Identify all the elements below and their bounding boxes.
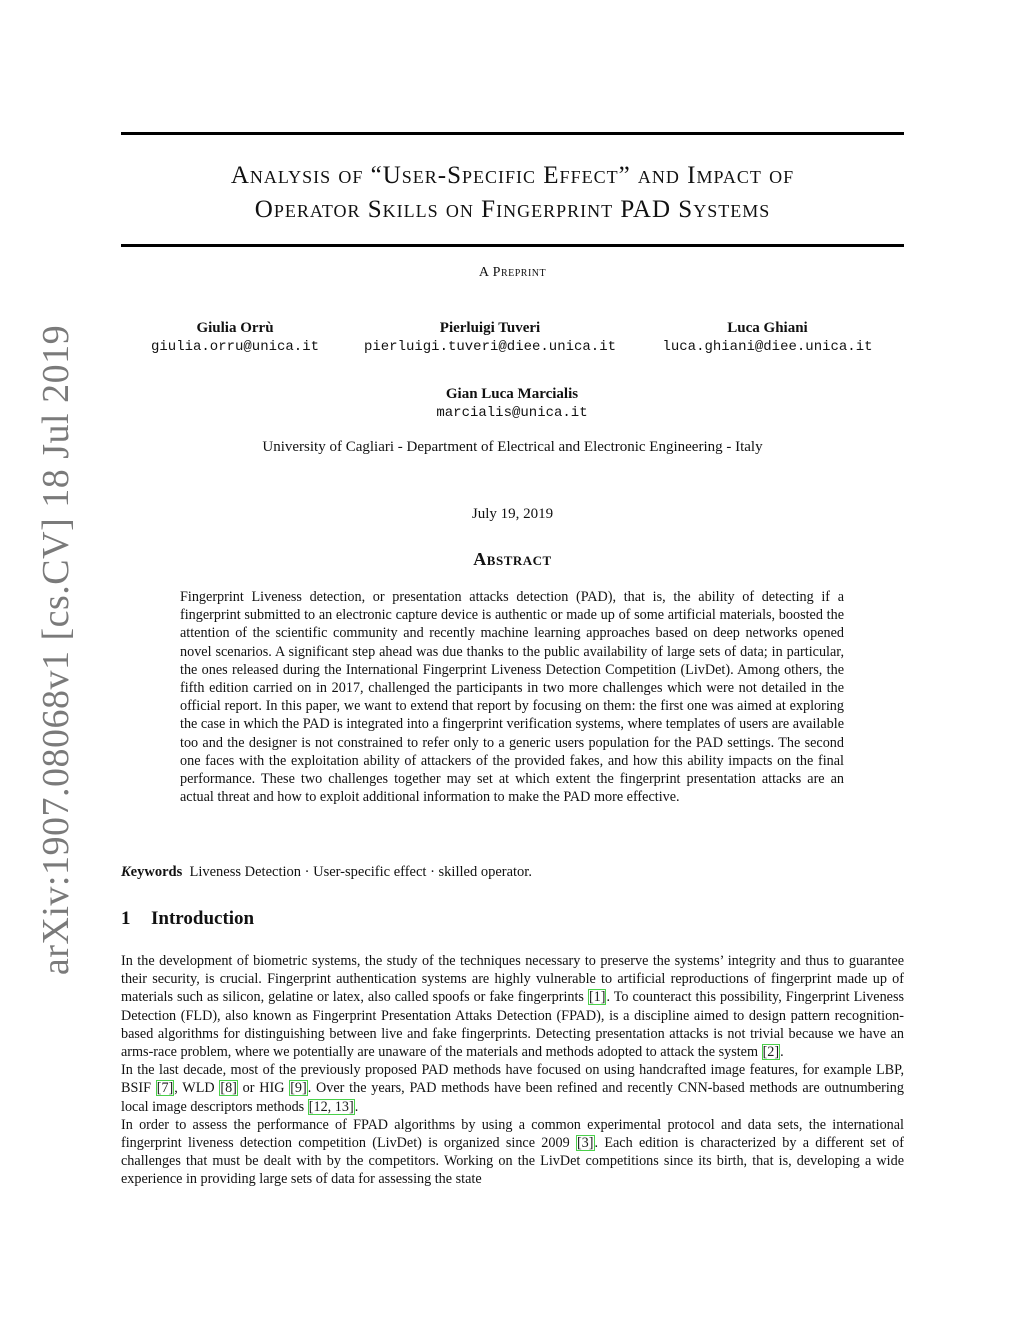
text-run: or HIG: [237, 1080, 290, 1097]
text-run: .: [354, 1098, 359, 1115]
keywords-label-rest: eywords: [130, 864, 183, 880]
text-run: , WLD: [174, 1080, 220, 1097]
arxiv-stamp: arXiv:1907.08068v1 [cs.CV] 18 Jul 2019: [35, 324, 77, 976]
author-email[interactable]: giulia.orru@unica.it: [150, 339, 320, 355]
title-top-rule: [121, 132, 904, 135]
citation-link[interactable]: [9]: [290, 1080, 307, 1097]
citation-link[interactable]: [3]: [576, 1135, 594, 1152]
title-line-1: Analysis of “User-Specific Effect” and Impact of: [230, 162, 795, 189]
abstract-heading: Abstract: [473, 549, 552, 569]
author-name: Luca Ghiani: [727, 320, 808, 336]
text-run: . Over the years, PAD methods have been refined and recently CNN-based methods are outnumbering local image descriptors methods: [121, 1080, 904, 1115]
author-email[interactable]: pierluigi.tuveri@diee.unica.it: [363, 339, 617, 355]
title-bottom-rule: [121, 244, 904, 247]
text-run: In the development of biometric systems, the study of the techniques necessary to preserve the systems’ integrity and thus to guarantee their security, is crucial. Fingerprint authentication systems are highly vulnerable to artificial reproductions of fingerprint made up of materials such as silicon, gelatine or latex, also called spoofs or fake fingerprints: [121, 953, 904, 1006]
section-heading: [121, 908, 254, 930]
author-email[interactable]: luca.ghiani@diee.unica.it: [662, 339, 873, 355]
author-block-2: [350, 318, 630, 356]
text-run: . To counteract this possibility, Fingerprint Liveness Detection (FLD), also known as Fingerprint Presentation Attaks Detection (FPAD), is a discipline aimed to design pattern recognition-based algorithms for distinguishing between live and fake fingerprints. Detecting presentation attacks is not trivial because we have an arms-race problem, where we potentially are unaware of the materials and methods adopted to attack the system: [121, 989, 905, 1061]
text-run: In the last decade, most of the previously proposed PAD methods have focused on using handcrafted image features, for example LBP, BSIF: [121, 1062, 904, 1097]
author-name: Giulia Orrù: [196, 320, 274, 336]
keywords-label-initial: K: [121, 864, 131, 880]
citation-link[interactable]: [8]: [220, 1080, 237, 1097]
affiliation: University of Cagliari - Department of Electrical and Electronic Engineering - Italy: [262, 439, 763, 455]
keywords: [121, 864, 904, 881]
publication-date: July 19, 2019: [471, 506, 554, 522]
author-block-1: [120, 318, 350, 356]
intro-paragraph-3: [121, 1116, 904, 1189]
keywords-text: Liveness Detection · User-specific effect · skilled operator.: [189, 864, 532, 880]
introduction-body: [121, 952, 904, 1189]
author-name: Pierluigi Tuveri: [439, 320, 541, 336]
citation-link[interactable]: [1]: [588, 989, 606, 1006]
title-line-2: Operator Skills on Fingerprint PAD Systems: [254, 196, 771, 223]
author-name: Gian Luca Marcialis: [445, 386, 579, 402]
section-title: Introduction: [151, 908, 255, 929]
citation-link[interactable]: [7]: [156, 1080, 174, 1097]
preprint-label: A Preprint: [478, 265, 547, 280]
author-block-3: [640, 318, 895, 356]
section-number: 1: [121, 908, 131, 929]
abstract-text: Fingerprint Liveness detection, or presentation attacks detection (PAD), that is, the ability of detecting if a fingerprint submitted to an electronic capture device is authentic or made up of some artificial materials, boosted the attention of the scientific community and recently machine learning approaches based on deep networks opened novel scenarios. A significant step ahead was due thanks to the public availability of large sets of data; in particular, the ones released during the International Fingerprint Liveness Detection Competition (LivDet). Among others, the fifth edition carried on in 2017, challenged the participants in two more challenges which were not detailed in the official report. In this paper, we want to extend that report by focusing on them: the first one was aimed at exploring the case in which the PAD is integrated into a fingerprint verification systems, where templates of users are available too and the designer is not constrained to refer only to a generic users population for the PAD settings. The second one faces with the exploitation ability of attackers of the provided fakes, and how this ability impacts on the final performance. These two challenges together may set at which extent the fingerprint presentation attacks are an actual threat and how to exploit additional information to make the PAD more effective.: [180, 589, 844, 806]
citation-link[interactable]: [2]: [762, 1044, 780, 1061]
intro-paragraph-1: [121, 952, 904, 1061]
citation-link[interactable]: [12, 13]: [308, 1098, 354, 1115]
author-email[interactable]: marcialis@unica.it: [436, 405, 588, 421]
author-block-4: [362, 384, 662, 422]
text-run: In order to assess the performance of FPAD algorithms by using a common experimental protocol and data sets, the international fingerprint liveness detection competition (LivDet) is organized since 2009: [121, 1116, 904, 1152]
intro-paragraph-2: [121, 1061, 904, 1116]
text-run: . Each edition is characterized by a different set of challenges that must be dealt with by the competitors. Working on the LivDet competitions since its birth, that is, developing a wide experience in providing large sets of data for assessing the state: [121, 1135, 905, 1188]
keywords-label: [121, 864, 182, 880]
text-run: .: [780, 1044, 784, 1061]
